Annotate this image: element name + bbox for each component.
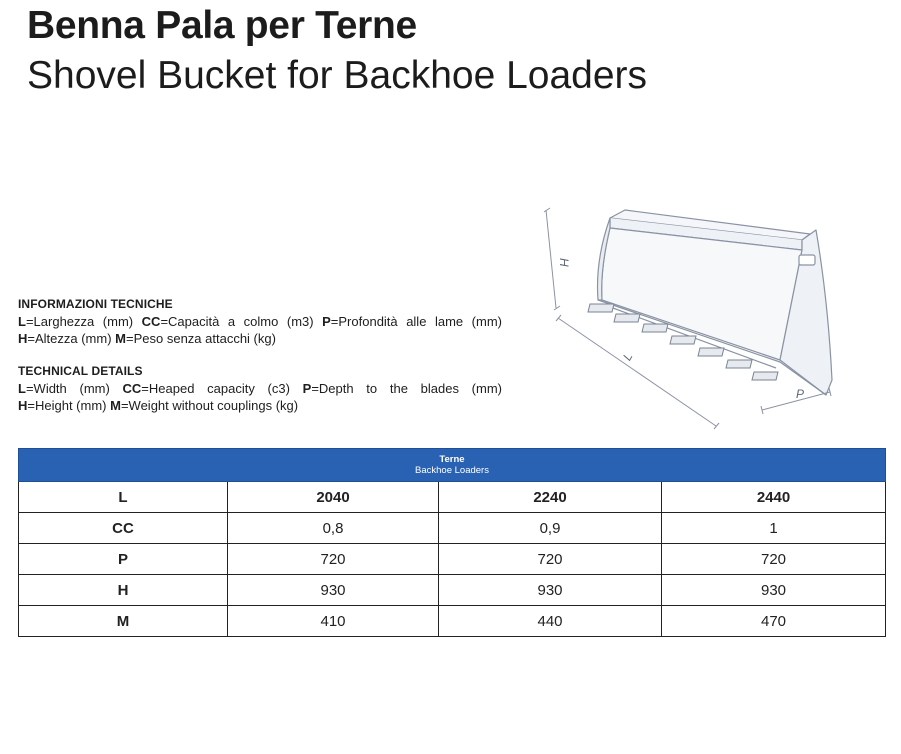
table-cell: 720 (662, 544, 886, 575)
table-cell: 0,8 (228, 513, 439, 544)
table-cell: 930 (439, 575, 662, 606)
legend-text: =Height (mm) (27, 398, 111, 413)
table-banner (19, 449, 886, 482)
legend-key: L (18, 314, 26, 329)
table-cell: 930 (662, 575, 886, 606)
legend-text: =Depth to the blades (mm) (311, 381, 502, 396)
legend-text: =Altezza (mm) (27, 331, 116, 346)
table-cell: 470 (662, 606, 886, 637)
table-cell: 1 (662, 513, 886, 544)
title-italian: Benna Pala per Terne (27, 4, 417, 47)
legend-line (18, 380, 502, 397)
row-label: P (19, 544, 228, 575)
bucket-diagram (540, 200, 840, 432)
table-cell: 410 (228, 606, 439, 637)
table-cell: 440 (439, 606, 662, 637)
specification-table (18, 448, 886, 637)
legend-line (18, 397, 502, 414)
row-label: CC (19, 513, 228, 544)
legend-key: M (110, 398, 121, 413)
legend-key: P (322, 314, 331, 329)
legend-key: H (18, 398, 28, 413)
legend-key: CC (122, 381, 142, 396)
dimension-label-l: L (619, 350, 636, 363)
legend-line (18, 330, 502, 347)
legend-text: =Heaped capacity (c3) (141, 381, 303, 396)
legend-text: =Width (mm) (25, 381, 123, 396)
table-row-m (19, 606, 886, 637)
row-label: M (19, 606, 228, 637)
technical-info-english (18, 363, 502, 414)
title-english: Shovel Bucket for Backhoe Loaders (27, 54, 648, 97)
legend-text: =Peso senza attacchi (kg) (126, 331, 276, 346)
technical-info-italian (18, 296, 502, 347)
dimension-label-p: P (796, 387, 805, 401)
dimension-label-h: H (557, 258, 571, 267)
legend-key: L (18, 381, 26, 396)
technical-info-heading: INFORMAZIONI TECNICHE (18, 297, 173, 311)
legend-key: CC (141, 314, 161, 329)
technical-details-heading: TECHNICAL DETAILS (18, 364, 143, 378)
legend-text: =Profondità alle lame (mm) (330, 314, 502, 329)
table-cell: 720 (439, 544, 662, 575)
legend-key: H (18, 331, 28, 346)
table-row-l (19, 482, 886, 513)
legend-text: =Capacità a colmo (m3) (160, 314, 323, 329)
legend-text: =Weight without couplings (kg) (120, 398, 299, 413)
legend-key: P (302, 381, 312, 396)
table-row-p (19, 544, 886, 575)
row-label: L (19, 482, 228, 513)
table-row-cc (19, 513, 886, 544)
table-cell: 2240 (439, 482, 662, 513)
table-banner-title: Terne (439, 454, 465, 465)
table-cell: 0,9 (439, 513, 662, 544)
legend-text: =Larghezza (mm) (25, 314, 142, 329)
table-row-h (19, 575, 886, 606)
table-cell: 720 (228, 544, 439, 575)
table-cell: 930 (228, 575, 439, 606)
table-cell: 2040 (228, 482, 439, 513)
row-label: H (19, 575, 228, 606)
table-banner-subtitle: Backhoe Loaders (415, 465, 489, 476)
legend-key: M (115, 331, 126, 346)
table-cell: 2440 (662, 482, 886, 513)
legend-line (18, 313, 502, 330)
